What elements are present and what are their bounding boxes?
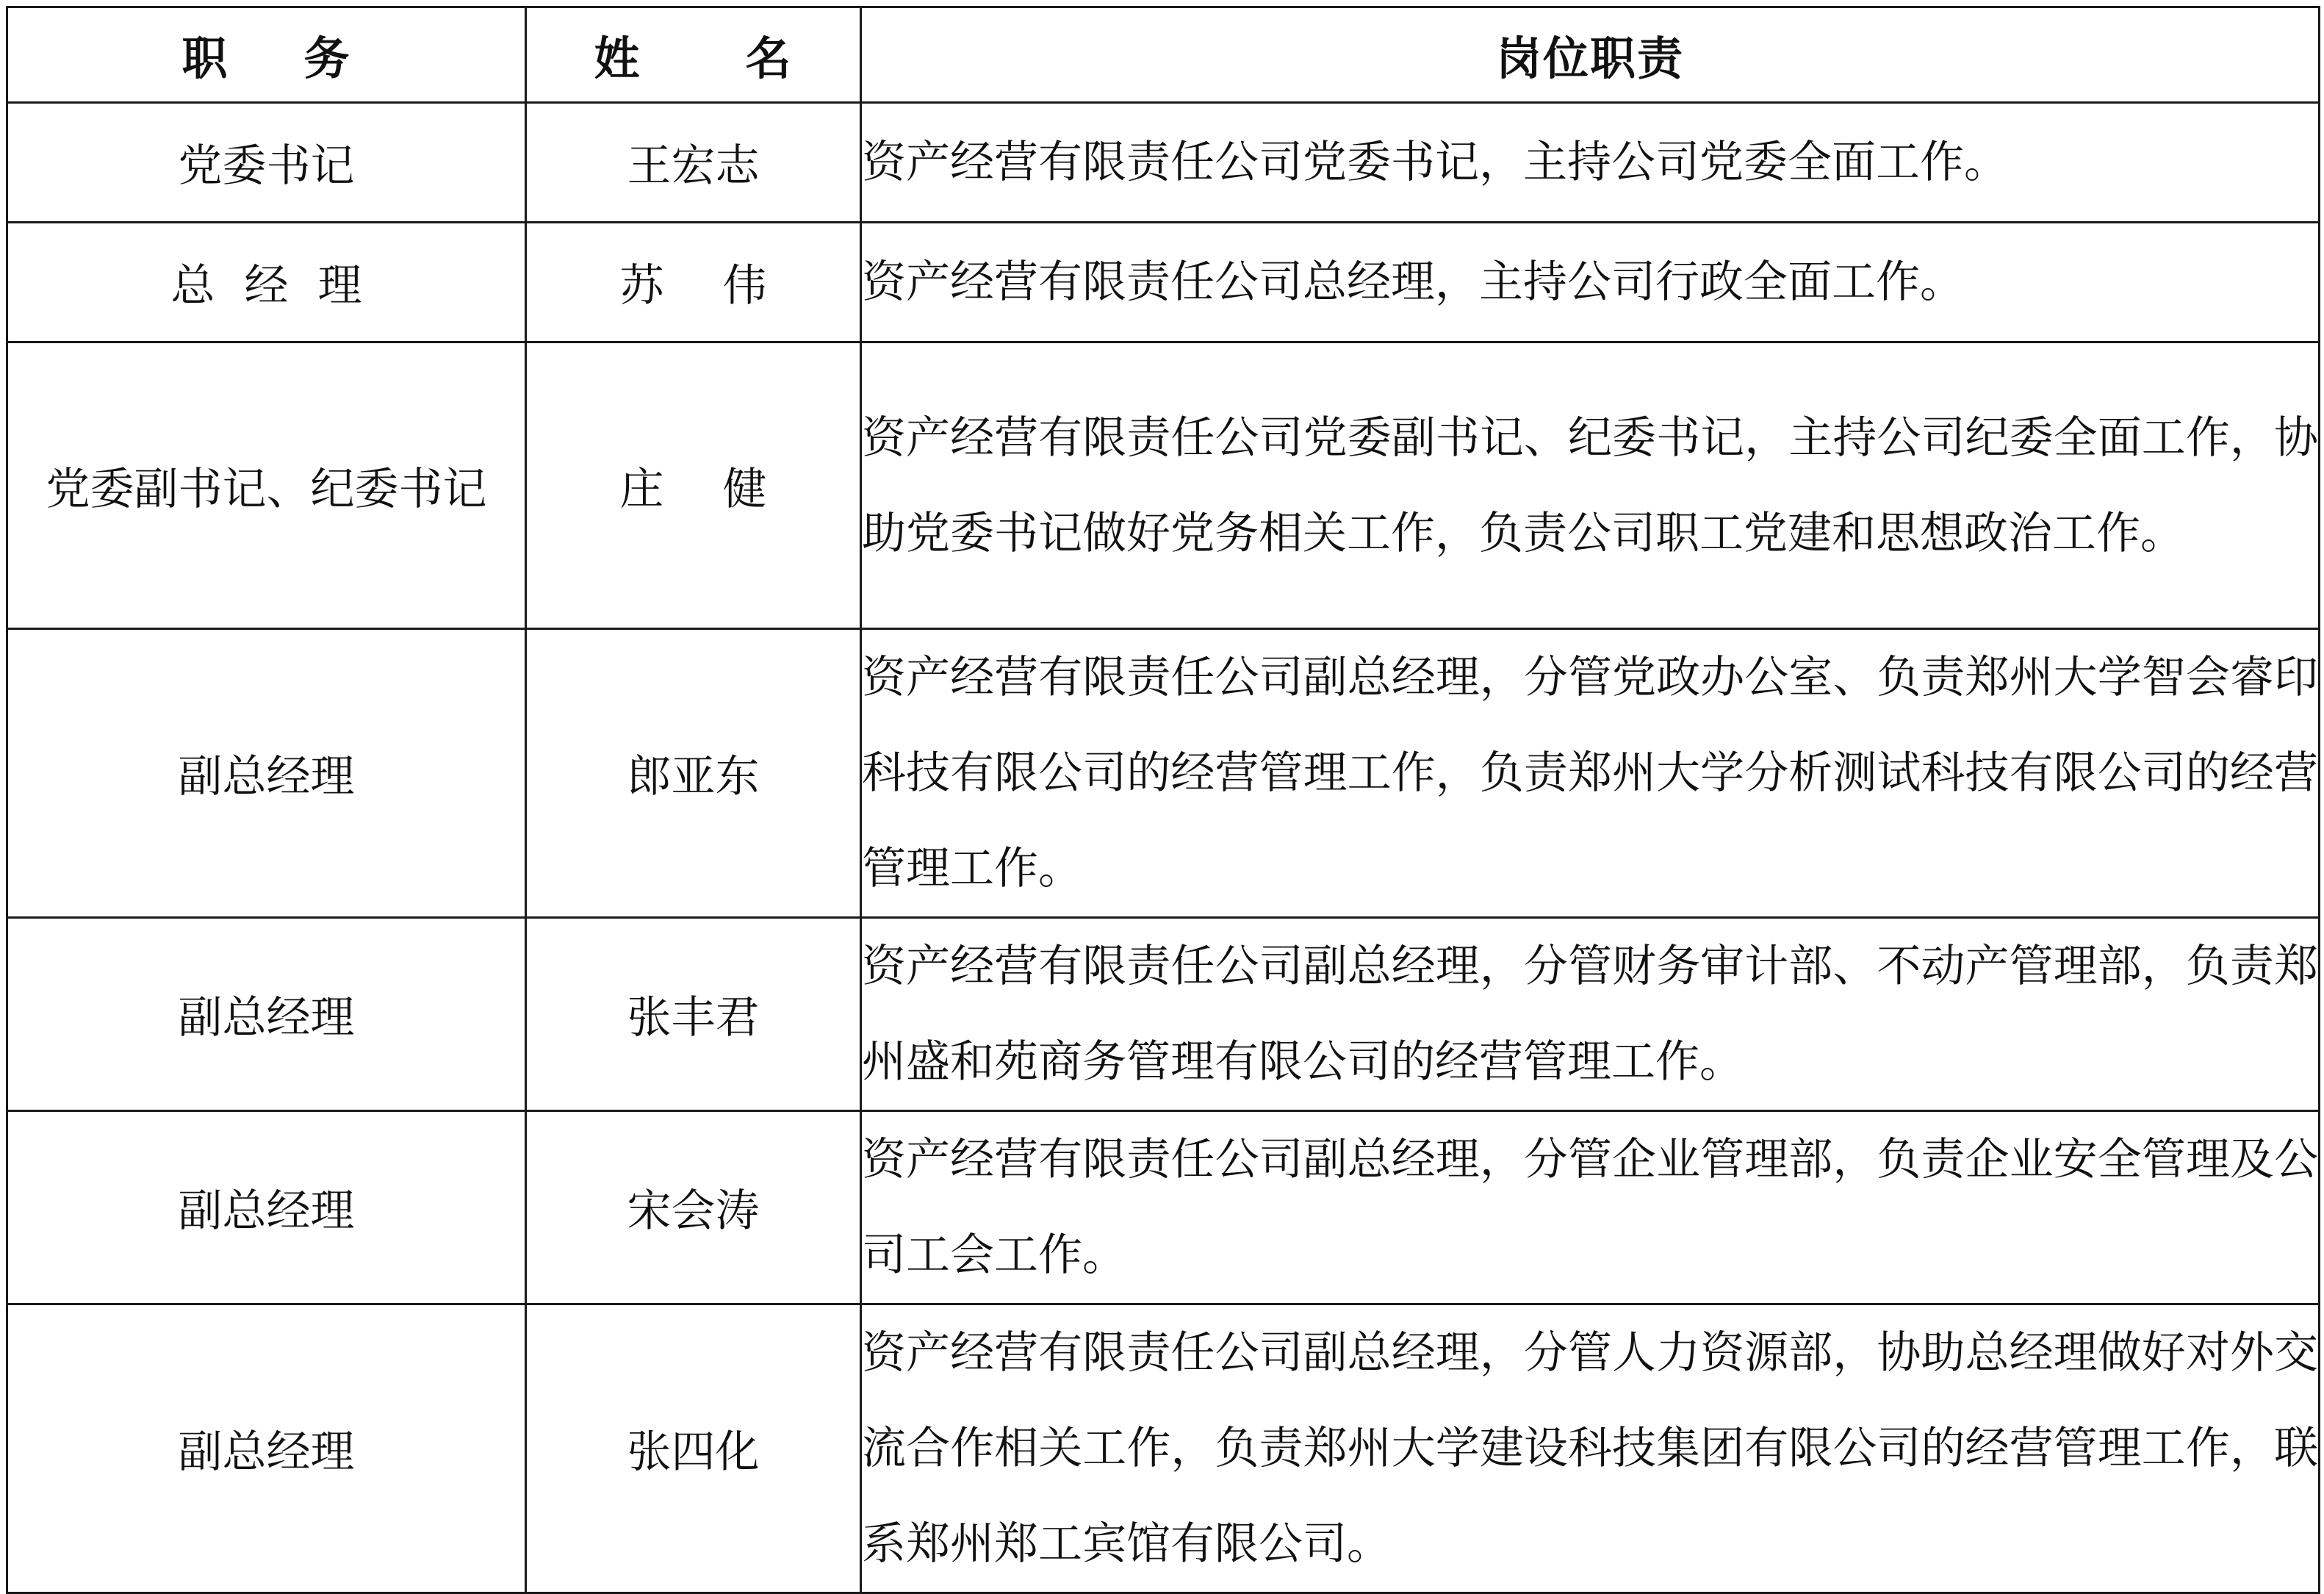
name-cell: 王宏志 [526, 103, 861, 223]
header-name [526, 7, 861, 103]
position-cell: 副总经理 [7, 1111, 526, 1304]
table-row [7, 223, 2320, 342]
table-row [7, 629, 2320, 918]
position-cell [7, 223, 526, 342]
table-body [7, 103, 2320, 1593]
position-cell: 副总经理 [7, 629, 526, 918]
duties-cell: 资产经营有限责任公司副总经理，分管财务审计部、不动产管理部，负责郑州盛和苑商务管理有限公司的经营管理工作。 [861, 918, 2320, 1111]
position-cell: 副总经理 [7, 1304, 526, 1593]
header-row [7, 7, 2320, 103]
duties-cell: 资产经营有限责任公司副总经理，分管人力资源部，协助总经理做好对外交流合作相关工作，负责郑州大学建设科技集团有限公司的经营管理工作，联系郑州郑工宾馆有限公司。 [861, 1304, 2320, 1593]
name-label: 苏 伟 [619, 260, 767, 312]
table-row [7, 918, 2320, 1111]
name-cell: 张四化 [526, 1304, 861, 1593]
duties-cell: 资产经营有限责任公司副总经理，分管企业管理部，负责企业安全管理及公司工会工作。 [861, 1111, 2320, 1304]
table-row [7, 103, 2320, 223]
name-cell: 宋会涛 [526, 1111, 861, 1304]
position-cell: 党委副书记、纪委书记 [7, 342, 526, 629]
table-row [7, 342, 2320, 629]
duties-cell: 资产经营有限责任公司党委副书记、纪委书记，主持公司纪委全面工作，协助党委书记做好党务相关工作，负责公司职工党建和思想政治工作。 [861, 342, 2320, 629]
position-cell: 副总经理 [7, 918, 526, 1111]
table-header [7, 7, 2320, 103]
table-row [7, 1111, 2320, 1304]
name-cell: 郎亚东 [526, 629, 861, 918]
leadership-duties-table [6, 6, 2320, 1594]
position-label: 总 经 理 [170, 260, 362, 312]
position-cell: 党委书记 [7, 103, 526, 223]
name-cell [526, 342, 861, 629]
table-row [7, 1304, 2320, 1593]
duties-cell: 资产经营有限责任公司党委书记，主持公司党委全面工作。 [861, 103, 2320, 223]
duties-cell: 资产经营有限责任公司副总经理，分管党政办公室、负责郑州大学智会睿印科技有限公司的经营管理工作，负责郑州大学分析测试科技有限公司的经营管理工作。 [861, 629, 2320, 918]
header-name-label: 姓 名 [594, 32, 793, 85]
header-position-label: 职 务 [181, 32, 351, 85]
name-cell [526, 223, 861, 342]
header-duties: 岗位职责 [861, 7, 2320, 103]
name-label: 庄 健 [619, 463, 767, 515]
duties-cell: 资产经营有限责任公司总经理，主持公司行政全面工作。 [861, 223, 2320, 342]
header-position [7, 7, 526, 103]
name-cell: 张丰君 [526, 918, 861, 1111]
